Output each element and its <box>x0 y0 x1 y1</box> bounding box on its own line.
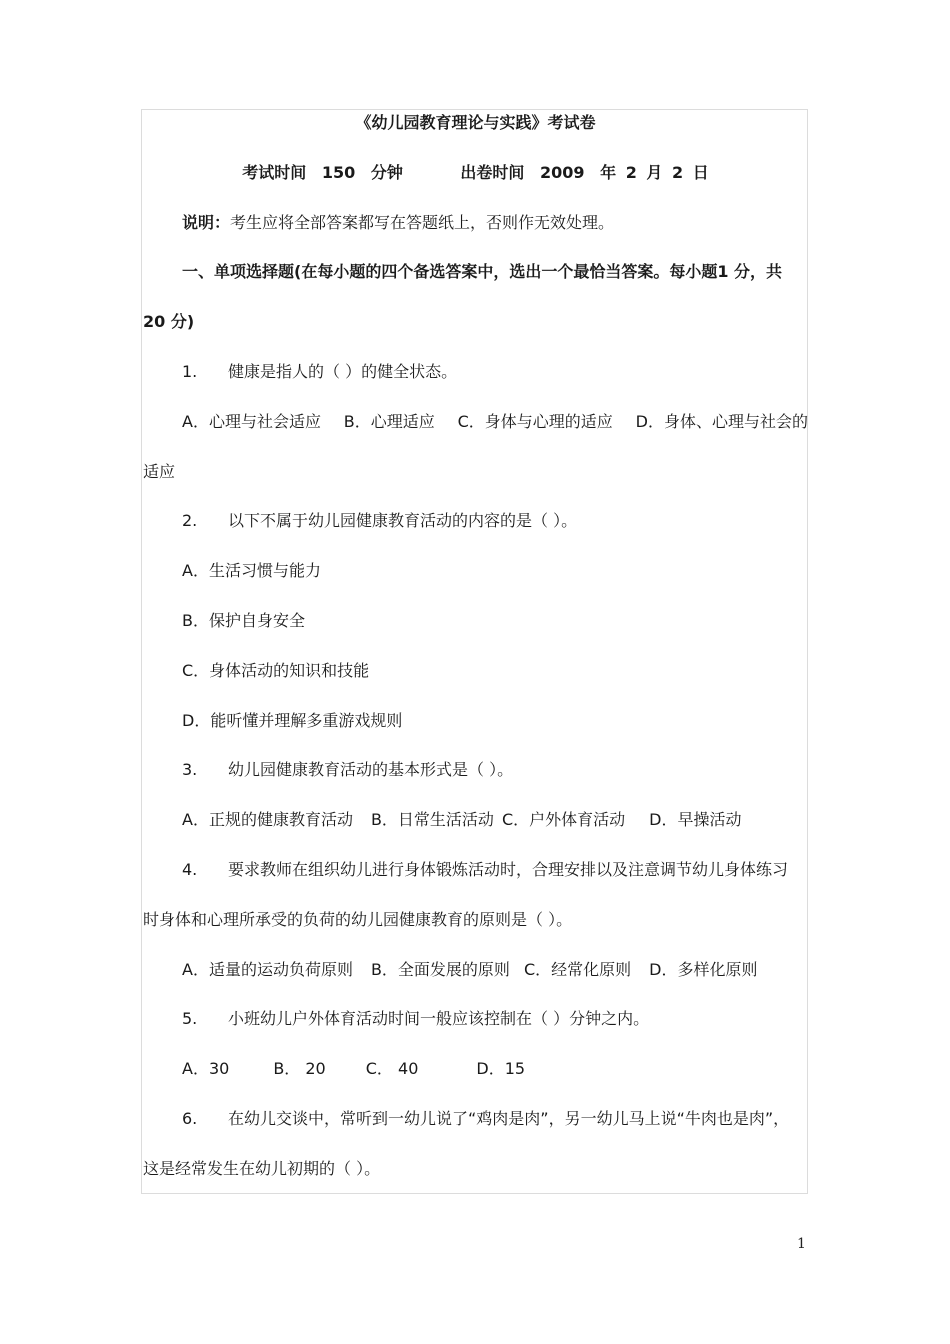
time-value: 150 <box>321 162 356 182</box>
time-label: 考试时间 <box>242 162 307 182</box>
option-d: D．早操活动 <box>649 810 742 830</box>
issue-day: 2 <box>672 162 684 182</box>
question-text: 小班幼儿户外体育活动时间一般应该控制在（ ）分钟之内。 <box>228 1009 650 1029</box>
issue-label: 出卷时间 <box>460 162 525 182</box>
option-c: C．身体活动的知识和技能 <box>182 660 370 680</box>
question-1 <box>143 347 808 397</box>
question-4 <box>143 845 808 895</box>
instructions-text: 考生应将全部答案都写在答题纸上，否则作无效处理。 <box>230 212 615 232</box>
option-a: A．30 <box>182 1059 230 1079</box>
question-3-options <box>143 795 808 845</box>
page-number: 1 <box>797 1236 806 1252</box>
issue-day-unit: 日 <box>692 162 709 182</box>
question-4-cont: 时身体和心理所承受的负荷的幼儿园健康教育的原则是（ ）。 <box>143 909 573 929</box>
option-b: B． 20 <box>273 1059 326 1079</box>
question-number: 2. <box>182 511 198 531</box>
question-text: 以下不属于幼儿园健康教育活动的内容的是（ ）。 <box>228 511 578 531</box>
question-6 <box>143 1094 808 1144</box>
question-6-cont: 这是经常发生在幼儿初期的（ ）。 <box>143 1158 381 1178</box>
issue-month: 2 <box>625 162 637 182</box>
section-heading: 一、单项选择题(在每小题的四个备选答案中，选出一个最恰当答案。每小题1 分，共 <box>182 262 783 282</box>
time-unit: 分钟 <box>370 162 403 182</box>
option-d: D．能听懂并理解多重游戏规则 <box>182 710 403 730</box>
question-5-options <box>143 1044 808 1094</box>
option-a: A．正规的健康教育活动 <box>182 810 353 830</box>
question-1-options-cont: 适应 <box>143 461 176 481</box>
question-text: 健康是指人的（ ）的健全状态。 <box>228 361 458 381</box>
option-b: B．日常生活活动 <box>370 810 494 830</box>
instructions <box>143 198 808 248</box>
question-5 <box>143 994 808 1044</box>
question-1-options <box>143 397 808 447</box>
option-b: B．全面发展的原则 <box>370 959 510 979</box>
option-d: D．多样化原则 <box>649 959 758 979</box>
option-c: C． 40 <box>365 1059 419 1079</box>
exam-meta <box>143 148 808 198</box>
question-number: 3. <box>182 760 198 780</box>
question-number: 5. <box>182 1009 198 1029</box>
question-text: 幼儿园健康教育活动的基本形式是（ ）。 <box>228 760 514 780</box>
option-b: B．保护自身安全 <box>182 610 305 630</box>
question-2 <box>143 496 808 546</box>
option-a: A．生活习惯与能力 <box>182 561 321 581</box>
option-d: D．身体、心理与社会的 <box>635 411 808 431</box>
option-c: C．经常化原则 <box>523 959 632 979</box>
issue-year: 2009 <box>540 162 585 182</box>
question-3 <box>143 745 808 795</box>
option-b: B．心理适应 <box>343 411 435 431</box>
issue-month-unit: 月 <box>646 162 663 182</box>
instructions-label: 说明： <box>182 212 231 232</box>
section-heading-cont: 20 分) <box>143 312 195 332</box>
option-a: A．适量的运动负荷原则 <box>182 959 353 979</box>
question-4-options <box>143 945 808 995</box>
question-text: 在幼儿交谈中，常听到一幼儿说了“鸡肉是肉”，另一幼儿马上说“牛肉也是肉”， <box>228 1108 790 1128</box>
option-a: A．心理与社会适应 <box>182 411 321 431</box>
option-c: C．户外体育活动 <box>501 810 626 830</box>
question-number: 4. <box>182 859 198 879</box>
issue-year-unit: 年 <box>600 162 617 182</box>
exam-title: 《幼儿园教育理论与实践》考试卷 <box>355 113 596 132</box>
option-d: D．15 <box>476 1059 526 1079</box>
option-c: C．身体与心理的适应 <box>457 411 613 431</box>
question-text: 要求教师在组织幼儿进行身体锻炼活动时，合理安排以及注意调节幼儿身体练习 <box>228 859 789 879</box>
question-number: 6. <box>182 1108 198 1128</box>
question-number: 1. <box>182 361 198 381</box>
exam-document <box>143 98 808 1194</box>
